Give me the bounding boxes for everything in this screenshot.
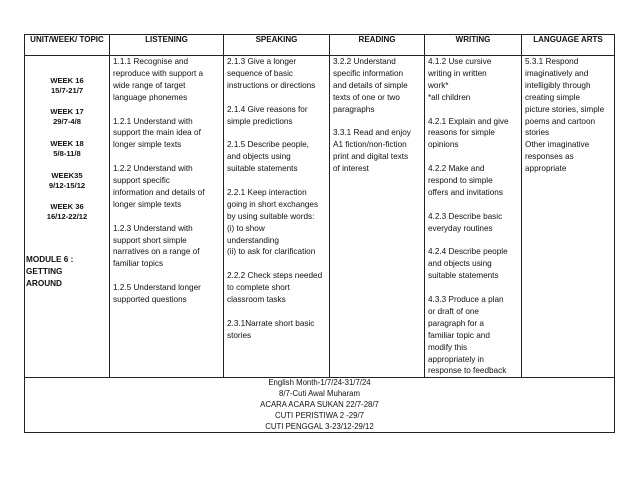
week-16 <box>25 76 109 96</box>
listening-item: 1.2.5 Understand longer supported questions <box>113 283 201 305</box>
lesson-plan-table <box>24 34 615 433</box>
speaking-item: 2.1.3 Give a longer sequence of basic instructions or directions <box>227 57 316 90</box>
reading-cell <box>330 56 425 378</box>
week-35-dates: 9/12-15/12 <box>48 181 86 190</box>
writing-item: 4.2.3 Describe basic everyday routines <box>428 211 503 233</box>
header-reading: READING <box>330 35 425 56</box>
speaking-cell <box>224 56 330 378</box>
week-17-label: WEEK 17 <box>50 107 84 116</box>
header-speaking: SPEAKING <box>224 35 330 56</box>
writing-cell <box>425 56 522 378</box>
speaking-item: 2.3.1Narrate short basic stories <box>227 318 315 340</box>
header-row <box>25 35 615 56</box>
language-arts-cell <box>522 56 615 378</box>
header-language-arts: LANGUAGE ARTS <box>522 35 615 56</box>
reading-item: 3.2.2 Understand specific information and details of simple texts of one or two paragraphs <box>333 57 408 114</box>
week-16-label: WEEK 16 <box>50 76 84 85</box>
writing-item: 4.3.3 Produce a plan or draft of one paragraph for a familiar topic and modify this appropriately in response to feedback <box>428 295 507 376</box>
week-35 <box>25 171 109 191</box>
week-17 <box>25 107 109 127</box>
speaking-item: 2.2.2 Check steps needed to complete short classroom tasks <box>227 271 323 305</box>
week-35-label: WEEK35 <box>51 171 83 180</box>
content-row <box>25 56 615 378</box>
speaking-item: 2.1.4 Give reasons for simple predictions <box>227 104 308 126</box>
speaking-item: 2.2.1 Keep interaction going in short exchanges by using suitable words: (i) to show understanding (ii) to ask for clarification <box>227 187 319 257</box>
module-title: MODULE 6 : GETTING AROUND <box>26 255 74 288</box>
listening-item: 1.2.1 Understand with support the main idea of longer simple texts <box>113 116 201 150</box>
week-18-dates: 5/8-11/8 <box>53 149 81 158</box>
week-36-dates: 16/12-22/12 <box>46 212 88 221</box>
week-36 <box>25 202 109 222</box>
footer-row <box>25 378 615 433</box>
holiday-notes <box>25 378 615 433</box>
note-english-month: English Month-1/7/24-31/7/24 <box>268 378 371 388</box>
header-unit-label: UNIT/WEEK/ TOPIC <box>30 35 104 44</box>
speaking-item: 2.1.5 Describe people, and objects using suitable statements <box>227 140 309 174</box>
listening-item: 1.2.2 Understand with support specific information and details of longer simple texts <box>113 164 205 209</box>
header-unit <box>25 35 110 56</box>
reading-item: 3.3.1 Read and enjoy A1 fiction/non-fiction print and digital texts of interest <box>333 128 411 174</box>
listening-cell <box>110 56 224 378</box>
note-peristiwa: CUTI PERISTIWA 2 -29/7 <box>275 410 364 420</box>
writing-item: 4.2.2 Make and respond to simple offers and invitations <box>428 164 503 197</box>
writing-item: 4.2.4 Describe people and objects using suitable statements <box>428 247 508 281</box>
week-36-label: WEEK 36 <box>50 202 84 211</box>
note-muharam: 8/7-Cuti Awal Muharam <box>279 389 360 399</box>
header-writing: WRITING <box>425 35 522 56</box>
header-listening: LISTENING <box>110 35 224 56</box>
week-18 <box>25 139 109 159</box>
listening-item: 1.1.1 Recognise and reproduce with support a wide range of target language phonemes <box>113 57 204 102</box>
writing-item: 4.1.2 Use cursive writing in written work* *all children <box>428 57 492 102</box>
week-16-dates: 15/7-21/7 <box>50 86 84 95</box>
unit-week-cell <box>25 56 110 378</box>
week-18-label: WEEK 18 <box>50 139 84 148</box>
week-list <box>25 56 109 373</box>
writing-item: 4.2.1 Explain and give reasons for simple opinions <box>428 116 509 150</box>
note-sukan: ACARA ACARA SUKAN 22/7-28/7 <box>260 399 379 409</box>
listening-item: 1.2.3 Understand with support short simple narratives on a range of familiar topics <box>113 223 200 269</box>
language-arts-item: 5.3.1 Respond imaginatively and intelligibly through creating simple picture stories, simple poems and cartoon stories Other imaginative responses as appropriate <box>525 57 605 174</box>
week-17-dates: 29/7-4/8 <box>53 117 81 126</box>
note-penggal: CUTI PENGGAL 3-23/12-29/12 <box>265 421 374 431</box>
